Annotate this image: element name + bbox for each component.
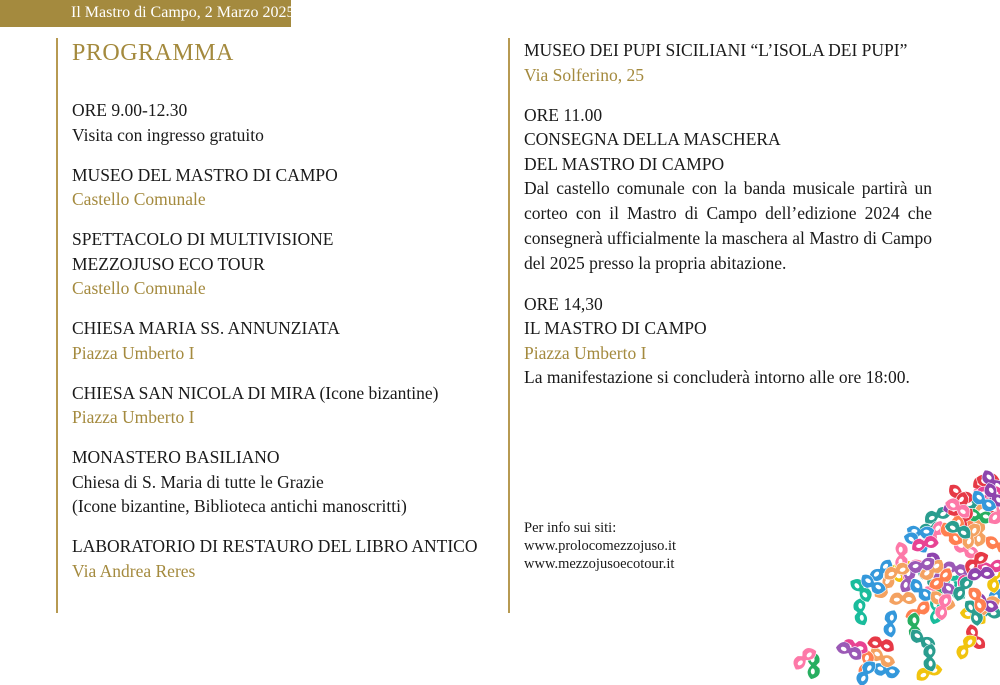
item-line: CHIESA SAN NICOLA DI MIRA (Icone bizantine) — [72, 382, 439, 403]
program-item — [72, 445, 492, 519]
middle-divider — [508, 38, 510, 613]
left-divider — [56, 38, 58, 613]
item-line: ORE 9.00-12.30 — [72, 100, 188, 120]
carnival-masks-icon — [750, 465, 1000, 685]
item-line: MONASTERO BASILIANO — [72, 447, 280, 467]
item-line: Visita con ingresso gratuito — [72, 124, 264, 145]
event-description: La manifestazione si concluderà intorno alle ore 18:00. — [524, 367, 910, 387]
header-label: Il Mastro di Campo, 2 Marzo 2025 — [71, 4, 295, 21]
event-item — [524, 103, 932, 277]
event-time: ORE 14,30 — [524, 293, 603, 314]
museum-address: Via Solferino, 25 — [524, 64, 644, 85]
info-link[interactable]: www.mezzojusoecotour.it — [524, 556, 675, 572]
item-place: Piazza Umberto I — [72, 407, 195, 427]
mask-shape — [923, 644, 936, 672]
program-column — [72, 38, 492, 599]
item-line: Chiesa di S. Maria di tutte le Grazie — [72, 471, 324, 492]
event-place: Piazza Umberto I — [524, 342, 647, 363]
item-place: Via Andrea Reres — [72, 560, 196, 581]
item-line: CHIESA MARIA SS. ANNUNZIATA — [72, 318, 340, 338]
program-item — [72, 227, 492, 301]
item-line: SPETTACOLO DI MULTIVISIONE — [72, 229, 334, 249]
item-line: MUSEO DEL MASTRO DI CAMPO — [72, 164, 338, 185]
event-title: CONSEGNA DELLA MASCHERA — [524, 129, 781, 149]
program-item — [72, 534, 492, 583]
program-item — [72, 381, 492, 430]
event-title: DEL MASTRO DI CAMPO — [524, 153, 725, 174]
program-item — [72, 316, 492, 365]
event-title: IL MASTRO DI CAMPO — [524, 318, 707, 338]
item-line: (Icone bizantine, Biblioteca antichi manoscritti) — [72, 496, 407, 516]
event-description: Dal castello comunale con la banda musicale partirà un corteo con il Mastro di Campo dell’edizione 2024 che consegnerà ufficialmente la maschera al Mastro di Campo del 2025 presso la propria abitazione. — [524, 178, 932, 273]
item-place: Castello Comunale — [72, 278, 206, 298]
museum-name: MUSEO DEI PUPI SICILIANI “L’ISOLA DEI PUPI” — [524, 40, 908, 60]
event-time: ORE 11.00 — [524, 104, 603, 125]
item-line: MEZZOJUSO ECO TOUR — [72, 253, 265, 274]
program-item — [72, 98, 492, 147]
program-item — [72, 163, 492, 212]
events-column — [524, 38, 932, 405]
item-line: LABORATORIO DI RESTAURO DEL LIBRO ANTICO — [72, 536, 478, 556]
item-place: Piazza Umberto I — [72, 342, 195, 363]
museum-item — [524, 38, 932, 87]
header-band — [0, 0, 295, 27]
mask-shape — [888, 591, 917, 605]
info-block — [524, 519, 676, 573]
item-place: Castello Comunale — [72, 189, 206, 209]
program-title: PROGRAMMA — [72, 40, 234, 66]
event-item — [524, 292, 932, 390]
mask-shape — [882, 609, 898, 638]
info-label: Per info sui siti: — [524, 520, 617, 536]
info-link[interactable]: www.prolocomezzojuso.it — [524, 538, 677, 554]
